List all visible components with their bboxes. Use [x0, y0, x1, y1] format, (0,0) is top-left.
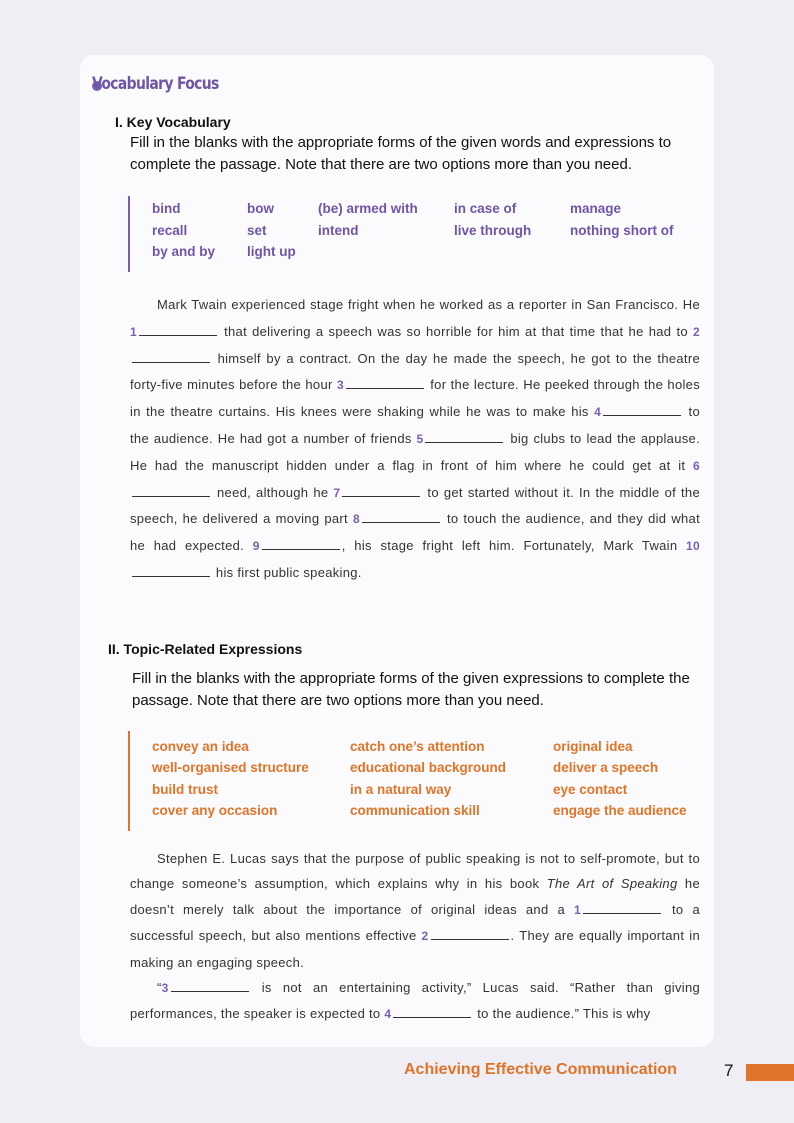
blank-number: 2: [693, 324, 700, 339]
page-bar: [746, 1064, 794, 1081]
answer-blank[interactable]: [362, 511, 440, 523]
passage-text: , his stage fright left him. Fortunately, Mark Twain: [341, 538, 687, 554]
blank-number: 7: [333, 485, 341, 500]
word-bank-item: nothing short of: [570, 222, 674, 238]
passage-text: himself by a contract. On the day he made the speech, he got to the theatre forty-five minutes before the hour: [130, 350, 700, 393]
passage-text: need, although he: [212, 484, 334, 500]
part2-passage: [130, 846, 700, 1028]
page-number: 7: [724, 1061, 734, 1080]
word-bank-item: set: [247, 222, 267, 238]
blank-number: 9: [252, 539, 260, 554]
answer-blank[interactable]: [139, 324, 217, 336]
expression-bank-item: engage the audience: [553, 802, 687, 818]
passage-text: his first public speaking.: [212, 564, 362, 580]
passage-text: for the lecture. He peeked through the holes in the theatre curtains. His knees were shaking while he was to make his: [130, 377, 700, 420]
expression-bank-item: build trust: [152, 781, 218, 797]
blank-number: 10: [686, 539, 700, 554]
blank-number: 2: [421, 929, 429, 944]
blank-number: 1: [130, 324, 137, 339]
word-bank-item: manage: [570, 201, 622, 216]
passage-text: that delivering a speech was so horrible for him at that time that he had to: [218, 323, 694, 339]
expression-bank: [128, 731, 708, 831]
part1-passage: [130, 292, 700, 587]
passage-text: to the audience. He had got a number of friends: [130, 404, 700, 446]
book-title: The Art of Speaking: [546, 876, 678, 892]
word-bank-item: bind: [152, 201, 181, 216]
word-bank-item: (be) armed with: [318, 201, 418, 216]
blank-number: 4: [384, 1007, 392, 1022]
blank-number: 3: [336, 378, 344, 393]
answer-blank[interactable]: [171, 980, 249, 992]
expression-bank-item: communication skill: [350, 802, 480, 818]
passage-text: big clubs to lead the applause. He had the manuscript hidden under a flag in front of him where he could get at it: [130, 430, 700, 473]
passage-text: Stephen E. Lucas says that the purpose of public speaking is not to self-promote, but to change someone’s assumption, which explains why in his book: [130, 851, 700, 892]
passage-text: is not an entertaining activity,” Lucas said. “Rather than giving performances, the speaker is expected to: [130, 980, 700, 1022]
answer-blank[interactable]: [132, 351, 210, 363]
answer-blank[interactable]: [346, 377, 424, 389]
expression-bank-item: eye contact: [553, 781, 628, 797]
answer-blank[interactable]: [603, 404, 681, 416]
passage-text: “: [157, 980, 162, 996]
passage-text: Mark Twain experienced stage fright when he worked as a reporter in San Francisco. He: [157, 297, 700, 312]
word-bank-item: in case of: [454, 201, 517, 216]
part2-instruction: Fill in the blanks with the appropriate forms of the given expressions to complete the passage. Note that there are two options more than you need.: [132, 670, 690, 709]
answer-blank[interactable]: [583, 902, 661, 914]
part1-instruction: Fill in the blanks with the appropriate forms of the given words and expressions to complete the passage. Note that there are two options more than you need.: [130, 134, 672, 173]
word-bank: [128, 196, 708, 272]
blank-number: 3: [161, 981, 169, 996]
expression-bank-item: well-organised structure: [152, 760, 309, 776]
footer-title: Achieving Effective Communication: [404, 1061, 677, 1078]
passage-text: to a successful speech, but also mentions effective: [130, 901, 700, 944]
passage-text: to the audience.” This is why: [473, 1006, 651, 1022]
blank-number: 5: [416, 431, 424, 446]
blank-number: 8: [352, 512, 360, 527]
word-bank-item: intend: [318, 222, 359, 238]
answer-blank[interactable]: [262, 538, 340, 550]
blank-number: 1: [574, 902, 582, 917]
word-bank-item: by and by: [152, 244, 216, 259]
answer-blank[interactable]: [393, 1006, 471, 1018]
blank-number: 6: [693, 458, 700, 473]
expression-bank-item: deliver a speech: [553, 760, 659, 776]
word-bank-item: bow: [247, 201, 274, 216]
expression-bank-item: cover any occasion: [152, 802, 278, 818]
expression-bank-item: original idea: [553, 739, 633, 754]
passage-paragraph: [130, 292, 700, 587]
answer-blank[interactable]: [132, 485, 210, 497]
expression-bank-item: in a natural way: [350, 781, 452, 797]
word-bank-item: live through: [454, 222, 532, 238]
passage-text: to get started without it. In the middle of the speech, he delivered a moving part: [130, 484, 700, 527]
blank-number: 4: [594, 405, 602, 420]
passage-paragraph: [130, 846, 700, 975]
word-bank-item: recall: [152, 222, 188, 238]
passage-text: he doesn’t merely talk about the importance of original ideas and a: [130, 876, 700, 917]
expression-bank-item: convey an idea: [152, 739, 249, 754]
passage-paragraph: [130, 975, 700, 1028]
passage-text: to touch the audience, and they did what he had expected.: [130, 511, 700, 554]
part2-heading: II. Topic-Related Expressions: [108, 641, 303, 657]
answer-blank[interactable]: [431, 928, 509, 940]
passage-text: . They are equally important in making an engaging speech.: [130, 928, 700, 970]
section-title: Vocabulary Focus: [92, 74, 219, 94]
part1-heading: I. Key Vocabulary: [115, 114, 231, 130]
answer-blank[interactable]: [425, 431, 503, 443]
expression-bank-item: catch one’s attention: [350, 739, 485, 754]
expression-bank-item: educational background: [350, 760, 507, 776]
word-bank-item: light up: [247, 244, 296, 259]
answer-blank[interactable]: [342, 485, 420, 497]
answer-blank[interactable]: [132, 565, 210, 577]
